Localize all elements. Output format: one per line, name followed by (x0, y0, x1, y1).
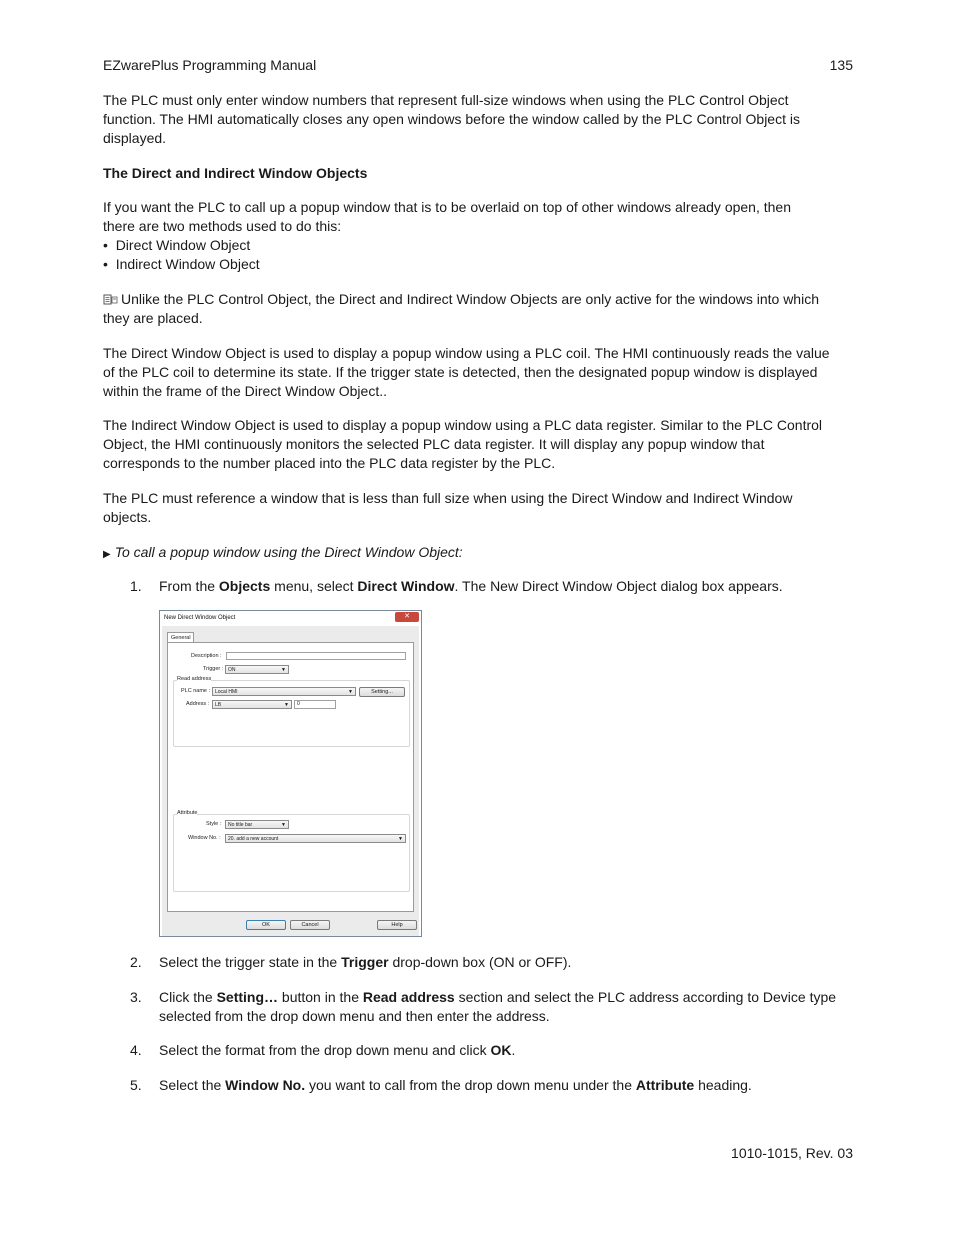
bold-run: Attribute (635, 1077, 695, 1093)
intro-line: displayed. (103, 130, 167, 146)
direct-line: within the frame of the Direct Window Object.. (103, 383, 387, 399)
plc-name-dropdown[interactable] (212, 687, 356, 696)
plc-name-value: Local HMI (215, 689, 238, 695)
read-address-label: Read address (177, 676, 212, 682)
step-1-text (159, 577, 839, 596)
bold-run: Trigger (341, 954, 389, 970)
bold-run: Window No. (225, 1077, 306, 1093)
setting-button[interactable]: Setting... (359, 687, 405, 697)
bullet-item: • Direct Window Object (103, 237, 251, 253)
text-run: Click the (159, 989, 217, 1005)
document-id: 1010-1015, Rev. 03 (731, 1145, 853, 1161)
dialog-titlebar (160, 611, 421, 625)
address-type-dropdown[interactable] (212, 700, 292, 709)
section-heading: The Direct and Indirect Window Objects (103, 165, 368, 181)
dialog-title: New Direct Window Object (164, 615, 236, 621)
trigger-value: ON (228, 667, 236, 673)
step-number: 2. (130, 954, 142, 970)
reference-paragraph (103, 489, 853, 527)
bullet-item: • Indirect Window Object (103, 256, 260, 272)
cancel-button[interactable]: Cancel (290, 920, 330, 930)
chevron-down-icon: ▼ (281, 822, 286, 828)
address-label: Address : (186, 701, 210, 707)
direct-line: The Direct Window Object is used to display a popup window using a PLC coil. The HMI continuously reads the value (103, 345, 830, 361)
step-number: 1. (130, 578, 142, 594)
style-dropdown[interactable] (225, 820, 289, 829)
intro-line: function. The HMI automatically closes any open windows before the window called by the PLC Control Object is (103, 111, 800, 127)
text-run: you want to call from the drop down menu under the (305, 1077, 636, 1093)
text-run: . The New Direct Window Object dialog box appears. (454, 578, 783, 594)
tab-general[interactable]: General (167, 632, 194, 642)
chevron-down-icon: ▼ (284, 702, 289, 708)
window-no-dropdown[interactable] (225, 834, 406, 843)
step-4-text (159, 1041, 839, 1060)
text-run: heading. (694, 1077, 752, 1093)
window-no-label: Window No. : (188, 835, 221, 841)
procedure-title-text: To call a popup window using the Direct Window Object: (114, 544, 463, 560)
description-input[interactable] (226, 652, 406, 660)
help-button[interactable]: Help (377, 920, 417, 930)
bullet-text: Direct Window Object (115, 237, 251, 253)
text-run: menu, select (270, 578, 358, 594)
chevron-down-icon: ▼ (348, 689, 353, 695)
procedure-title (103, 543, 853, 564)
indirect-window-paragraph (103, 416, 853, 473)
trigger-dropdown[interactable] (225, 665, 289, 674)
attribute-label: Attribute (177, 810, 198, 816)
running-header-title: EZwarePlus Programming Manual (103, 57, 317, 73)
text-run: Select the trigger state in the (159, 954, 342, 970)
bold-run: Direct Window (357, 578, 455, 594)
bold-run: OK (490, 1042, 512, 1058)
methods-paragraph (103, 198, 853, 274)
text-run: selected from the drop down menu and then enter the address. (159, 1008, 550, 1024)
text-run: From the (159, 578, 219, 594)
step-number: 3. (130, 989, 142, 1005)
text-run: drop-down box (ON or OFF). (388, 954, 572, 970)
intro-paragraph (103, 91, 853, 148)
text-run: Select the (159, 1077, 226, 1093)
methods-line: there are two methods used to do this: (103, 218, 342, 234)
text-run: section and select the PLC address according to Device type (454, 989, 837, 1005)
text-run: Select the format from the drop down menu and click (159, 1042, 491, 1058)
description-label: Description : (191, 653, 222, 659)
step-2-text (159, 953, 839, 972)
direct-line: of the PLC coil to determine its state. If the trigger state is detected, then the designated popup window is displayed (103, 364, 818, 380)
style-label: Style : (206, 821, 222, 827)
intro-line: The PLC must only enter window numbers that represent full-size windows when using the PLC Control Object (103, 92, 789, 108)
bullet-text: Indirect Window Object (115, 256, 260, 272)
close-icon[interactable]: ✕ (395, 612, 419, 622)
plc-name-label: PLC name : (181, 688, 211, 694)
dialog-body (162, 626, 419, 936)
text-run: button in the (278, 989, 363, 1005)
note-line: Unlike the PLC Control Object, the Direct and Indirect Window Objects are only active for the windows into which (121, 291, 819, 307)
address-type-value: LB (215, 702, 222, 708)
note-line: they are placed. (103, 310, 203, 326)
reference-line: objects. (103, 509, 152, 525)
note-paragraph (103, 290, 853, 328)
new-direct-window-dialog (159, 610, 422, 937)
indirect-line: Object, the HMI continuously monitors the selected PLC data register. It will display any popup window that (103, 436, 765, 452)
indirect-line: corresponds to the number placed into the PLC data register by the PLC. (103, 455, 556, 471)
general-tab-panel (167, 642, 414, 912)
methods-line: If you want the PLC to call up a popup window that is to be overlaid on top of other windows already open, then (103, 199, 791, 215)
text-run: . (511, 1042, 516, 1058)
step-number: 5. (130, 1077, 142, 1093)
window-no-value: 20. add a new account (228, 836, 279, 842)
chevron-down-icon: ▼ (281, 667, 286, 673)
step-number: 4. (130, 1042, 142, 1058)
bold-run: Read address (362, 989, 455, 1005)
step-3-text (159, 988, 839, 1026)
triangle-right-icon: ▶ (103, 549, 111, 560)
ok-button[interactable]: OK (246, 920, 286, 930)
indirect-line: The Indirect Window Object is used to display a popup window using a PLC data register. Similar to the PLC Control (103, 417, 823, 433)
note-icon (103, 294, 118, 305)
bold-run: Setting… (216, 989, 279, 1005)
chevron-down-icon: ▼ (398, 836, 403, 842)
step-5-text (159, 1076, 839, 1095)
bold-run: Objects (218, 578, 271, 594)
trigger-label: Trigger : (203, 666, 224, 672)
direct-window-paragraph (103, 344, 853, 401)
address-input[interactable]: 0 (294, 700, 336, 709)
page-number: 135 (829, 57, 853, 73)
reference-line: The PLC must reference a window that is less than full size when using the Direct Window and Indirect Window (103, 490, 793, 506)
style-value: No title bar (228, 822, 253, 828)
